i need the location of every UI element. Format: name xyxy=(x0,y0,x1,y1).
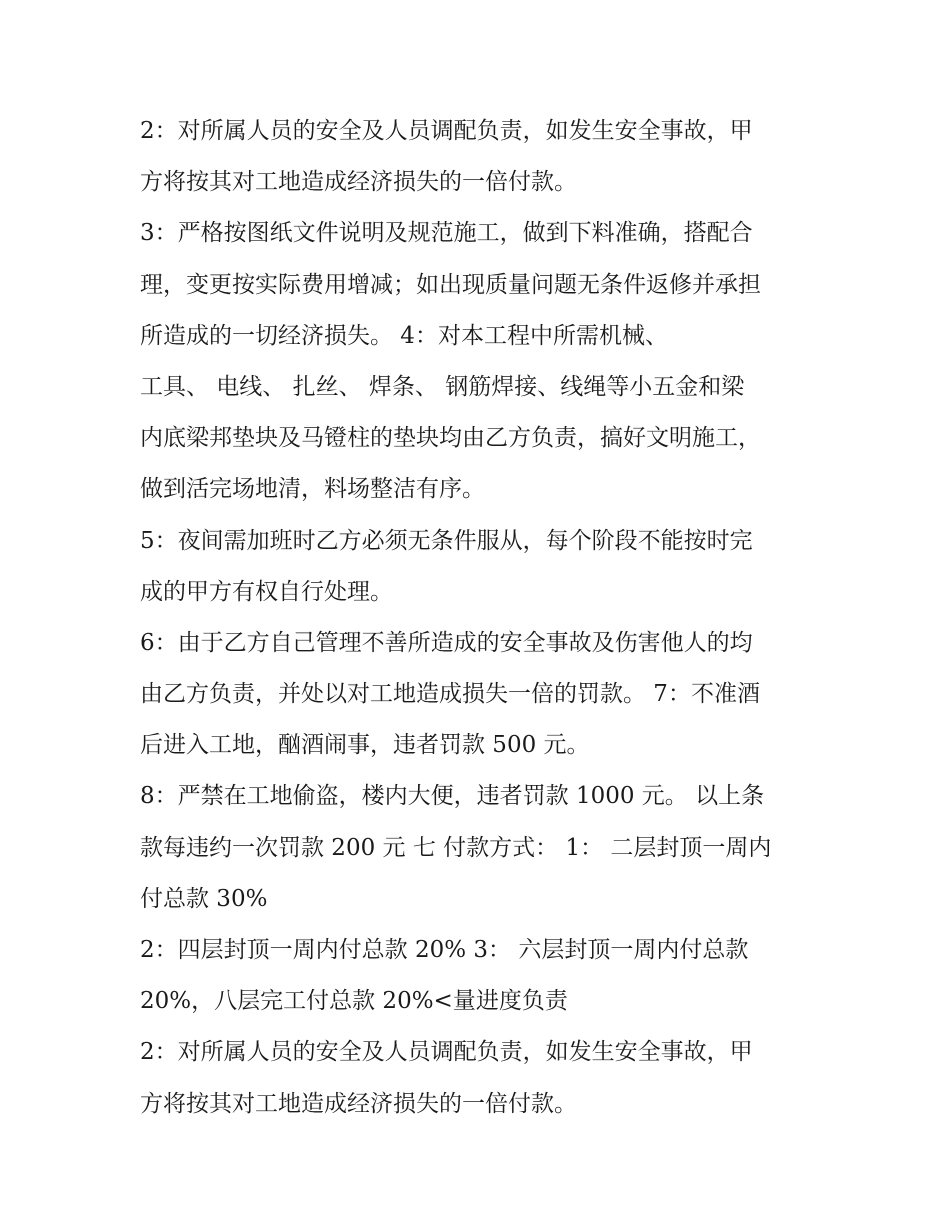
text-line: 2：对所属人员的安全及人员调配负责，如发生安全事故，甲 xyxy=(140,1039,753,1066)
text-line: 工具、 电线、 扎丝、 焊条、 钢筋焊接、线绳等小五金和梁 xyxy=(140,373,745,400)
text-line: 款每违约一次罚款 200 元 七 付款方式： 1： 二层封顶一周内 xyxy=(140,834,772,861)
text-line: 付总款 30% xyxy=(140,885,268,912)
text-line: 理，变更按实际费用增减；如出现质量问题无条件返修并承担 xyxy=(140,271,761,298)
text-line: 8：严禁在工地偷盗，楼内大便，违者罚款 1000 元。 以上条 xyxy=(140,783,765,810)
text-line: 内底梁邦垫块及马镫柱的垫块均由乙方负责，搞好文明施工， xyxy=(140,425,761,452)
text-line: 5：夜间需加班时乙方必须无条件服从，每个阶段不能按时完 xyxy=(140,527,753,554)
text-line: 由乙方负责，并处以对工地造成损失一倍的罚款。 7：不准酒 xyxy=(140,681,760,708)
text-line: 3：严格按图纸文件说明及规范施工，做到下料准确，搭配合 xyxy=(140,220,753,247)
text-line: 做到活完场地清，料场整洁有序。 xyxy=(140,476,485,503)
text-line: 成的甲方有权自行处理。 xyxy=(140,578,393,605)
text-line: 方将按其对工地造成经济损失的一倍付款。 xyxy=(140,169,577,196)
text-line: 2：对所属人员的安全及人员调配负责，如发生安全事故，甲 xyxy=(140,118,753,144)
text-line: 所造成的一切经济损失。 4：对本工程中所需机械、 xyxy=(140,322,668,349)
text-line: 6：由于乙方自己管理不善所造成的安全事故及伤害他人的均 xyxy=(140,629,753,656)
text-line: 2：四层封顶一周内付总款 20% 3： 六层封顶一周内付总款 xyxy=(140,937,749,963)
text-line: 20%，八层完工付总款 20%<量进度负责 xyxy=(140,988,568,1015)
text-line: 后进入工地，酗酒闹事，违者罚款 500 元。 xyxy=(140,732,590,759)
document-body xyxy=(140,106,820,1130)
text-line: 方将按其对工地造成经济损失的一倍付款。 xyxy=(140,1090,577,1117)
